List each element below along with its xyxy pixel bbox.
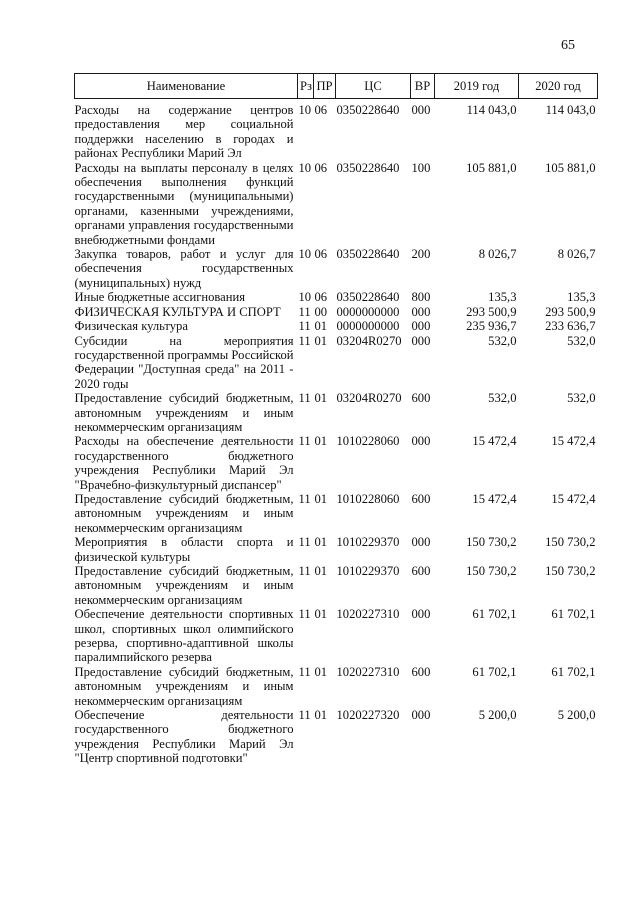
row-vr: 000 — [411, 333, 431, 348]
row-vr: 600 — [411, 391, 431, 406]
row-vr: 000 — [411, 103, 431, 117]
page-number: 65 — [561, 38, 575, 53]
row-amount-2019: 15 472,4 — [472, 491, 517, 506]
table-row — [75, 665, 598, 708]
row-pr: 01 — [314, 391, 328, 406]
header-2019: 2019 год — [435, 74, 519, 99]
row-cs: 0350228640 — [336, 103, 400, 117]
row-pr: 01 — [314, 664, 328, 679]
row-cs: 1020227310 — [336, 607, 400, 622]
row-amount-2020: 532,0 — [567, 391, 596, 406]
row-name: ФИЗИЧЕСКАЯ КУЛЬТУРА И СПОРТ — [74, 304, 281, 319]
row-name: Закупка товаров, работ и услуг для обеспечения государственных (муниципальных) нужд — [74, 247, 294, 290]
row-vr: 100 — [411, 160, 431, 175]
row-rz: 10 — [298, 103, 312, 117]
row-name: Предоставление субсидий бюджетным, автономным учреждениям и иным некоммерческим организациям — [74, 391, 294, 434]
row-pr: 06 — [314, 247, 328, 262]
row-amount-2020: 114 043,0 — [545, 103, 596, 117]
row-amount-2019: 61 702,1 — [472, 607, 517, 622]
row-vr: 000 — [411, 535, 431, 550]
row-pr: 01 — [314, 564, 328, 578]
row-vr: 000 — [411, 304, 431, 319]
row-pr: 01 — [314, 535, 328, 550]
row-rz: 11 — [298, 304, 311, 319]
row-rz: 10 — [298, 247, 312, 262]
table-row — [75, 492, 598, 535]
row-vr: 000 — [411, 434, 431, 449]
budget-table — [74, 73, 598, 766]
row-amount-2020: 135,3 — [567, 290, 596, 305]
row-amount-2020: 15 472,4 — [551, 434, 596, 449]
row-amount-2020: 5 200,0 — [557, 708, 596, 723]
header-name: Наименование — [75, 74, 298, 99]
row-name: Мероприятия в области спорта и физической культуры — [74, 535, 294, 564]
row-cs: 0350228640 — [336, 290, 400, 305]
table-row — [75, 161, 598, 247]
row-amount-2020: 15 472,4 — [551, 491, 596, 506]
row-pr: 06 — [314, 160, 328, 175]
row-cs: 1020227320 — [336, 708, 400, 723]
row-name: Расходы на обеспечение деятельности государственного бюджетного учреждения Республики Марий Эл "Врачебно-физкультурный диспансер" — [74, 434, 294, 492]
row-amount-2019: 150 730,2 — [466, 564, 517, 578]
row-amount-2020: 150 730,2 — [545, 564, 596, 578]
row-rz: 11 — [298, 491, 311, 506]
row-amount-2020: 293 500,9 — [545, 304, 596, 319]
row-vr: 600 — [411, 564, 431, 578]
row-amount-2020: 8 026,7 — [557, 247, 596, 262]
row-amount-2019: 235 936,7 — [466, 319, 517, 334]
row-vr: 600 — [411, 664, 431, 679]
row-vr: 800 — [411, 290, 431, 305]
header-cs: ЦС — [336, 74, 411, 99]
row-cs: 1010228060 — [336, 434, 400, 449]
row-amount-2019: 532,0 — [488, 333, 517, 348]
table-row — [75, 391, 598, 434]
table-row — [75, 247, 598, 290]
row-pr: 01 — [314, 708, 328, 723]
row-name: Обеспечение деятельности государственного бюджетного учреждения Республики Марий Эл "Центр спортивной подготовки" — [74, 708, 294, 766]
row-rz: 11 — [298, 708, 311, 723]
row-rz: 11 — [298, 391, 311, 406]
row-pr: 01 — [314, 319, 328, 334]
row-cs: 03204R0270 — [336, 333, 402, 348]
row-name: Предоставление субсидий бюджетным, автономным учреждениям и иным некоммерческим организациям — [74, 491, 294, 535]
row-rz: 11 — [298, 333, 311, 348]
row-cs: 1010229370 — [336, 564, 400, 578]
header-rz: Рз — [298, 74, 314, 99]
row-vr: 600 — [411, 491, 431, 506]
row-cs: 0350228640 — [336, 160, 400, 175]
row-amount-2019: 135,3 — [488, 290, 517, 305]
table-row — [75, 708, 598, 766]
row-name: Субсидии на мероприятия государственной программы Российской Федерации "Доступная среда" на 2011 - 2020 годы — [74, 333, 294, 391]
row-name: Предоставление субсидий бюджетным, автономным учреждениям и иным некоммерческим организациям — [74, 564, 294, 607]
row-cs: 03204R0270 — [336, 391, 402, 406]
row-vr: 000 — [411, 319, 431, 334]
row-name: Обеспечение деятельности спортивных школ, спортивных школ олимпийского резерва, спортивно-адаптивной школы паралимпийского резерва — [74, 607, 294, 665]
row-pr: 00 — [314, 304, 328, 319]
row-amount-2020: 150 730,2 — [545, 535, 596, 550]
header-vr: ВР — [411, 74, 435, 99]
row-name: Расходы на содержание центров предоставления мер социальной поддержки населению в городах и районах Республики Марий Эл — [74, 103, 294, 161]
row-name: Иные бюджетные ассигнования — [74, 290, 246, 305]
row-vr: 000 — [411, 708, 431, 723]
row-amount-2019: 532,0 — [488, 391, 517, 406]
row-rz: 10 — [298, 290, 312, 305]
row-amount-2020: 532,0 — [567, 333, 596, 348]
row-amount-2019: 15 472,4 — [472, 434, 517, 449]
row-amount-2019: 8 026,7 — [478, 247, 517, 262]
row-rz: 11 — [298, 319, 311, 334]
row-pr: 06 — [314, 103, 328, 117]
header-pr: ПР — [314, 74, 336, 99]
header-2020: 2020 год — [519, 74, 598, 99]
row-cs: 1020227310 — [336, 664, 400, 679]
row-pr: 01 — [314, 333, 328, 348]
table-row — [75, 305, 598, 319]
table-row — [75, 319, 598, 333]
row-pr: 01 — [314, 434, 328, 449]
row-amount-2019: 105 881,0 — [466, 160, 517, 175]
row-vr: 200 — [411, 247, 431, 262]
row-rz: 11 — [298, 434, 311, 449]
row-amount-2020: 105 881,0 — [545, 160, 596, 175]
row-name: Предоставление субсидий бюджетным, автономным учреждениям и иным некоммерческим организациям — [74, 664, 294, 708]
table-row — [75, 334, 598, 392]
row-rz: 10 — [298, 160, 312, 175]
row-amount-2020: 61 702,1 — [551, 664, 596, 679]
table-row — [75, 99, 598, 161]
table-row — [75, 290, 598, 304]
table-row — [75, 607, 598, 665]
row-rz: 11 — [298, 535, 311, 550]
row-cs: 0350228640 — [336, 247, 400, 262]
row-amount-2019: 150 730,2 — [466, 535, 517, 550]
row-amount-2020: 61 702,1 — [551, 607, 596, 622]
row-pr: 01 — [314, 607, 328, 622]
row-rz: 11 — [298, 607, 311, 622]
row-amount-2019: 5 200,0 — [478, 708, 517, 723]
row-amount-2020: 233 636,7 — [545, 319, 596, 334]
row-name: Расходы на выплаты персоналу в целях обеспечения выполнения функций государственными (муниципальными) органами, казенными учреждениями, органами управления государственными внебюджетными фондами — [74, 160, 294, 247]
row-name: Физическая культура — [74, 319, 188, 334]
row-cs: 0000000000 — [336, 304, 400, 319]
row-vr: 000 — [411, 607, 431, 622]
row-pr: 06 — [314, 290, 328, 305]
table-header-row — [75, 74, 598, 99]
row-cs: 1010229370 — [336, 535, 400, 550]
table-row — [75, 535, 598, 564]
row-amount-2019: 114 043,0 — [466, 103, 517, 117]
row-amount-2019: 293 500,9 — [466, 304, 517, 319]
row-rz: 11 — [298, 664, 311, 679]
row-cs: 1010228060 — [336, 491, 400, 506]
row-rz: 11 — [298, 564, 311, 578]
row-pr: 01 — [314, 491, 328, 506]
row-amount-2019: 61 702,1 — [472, 664, 517, 679]
table-row — [75, 434, 598, 492]
table-row — [75, 564, 598, 607]
row-cs: 0000000000 — [336, 319, 400, 334]
